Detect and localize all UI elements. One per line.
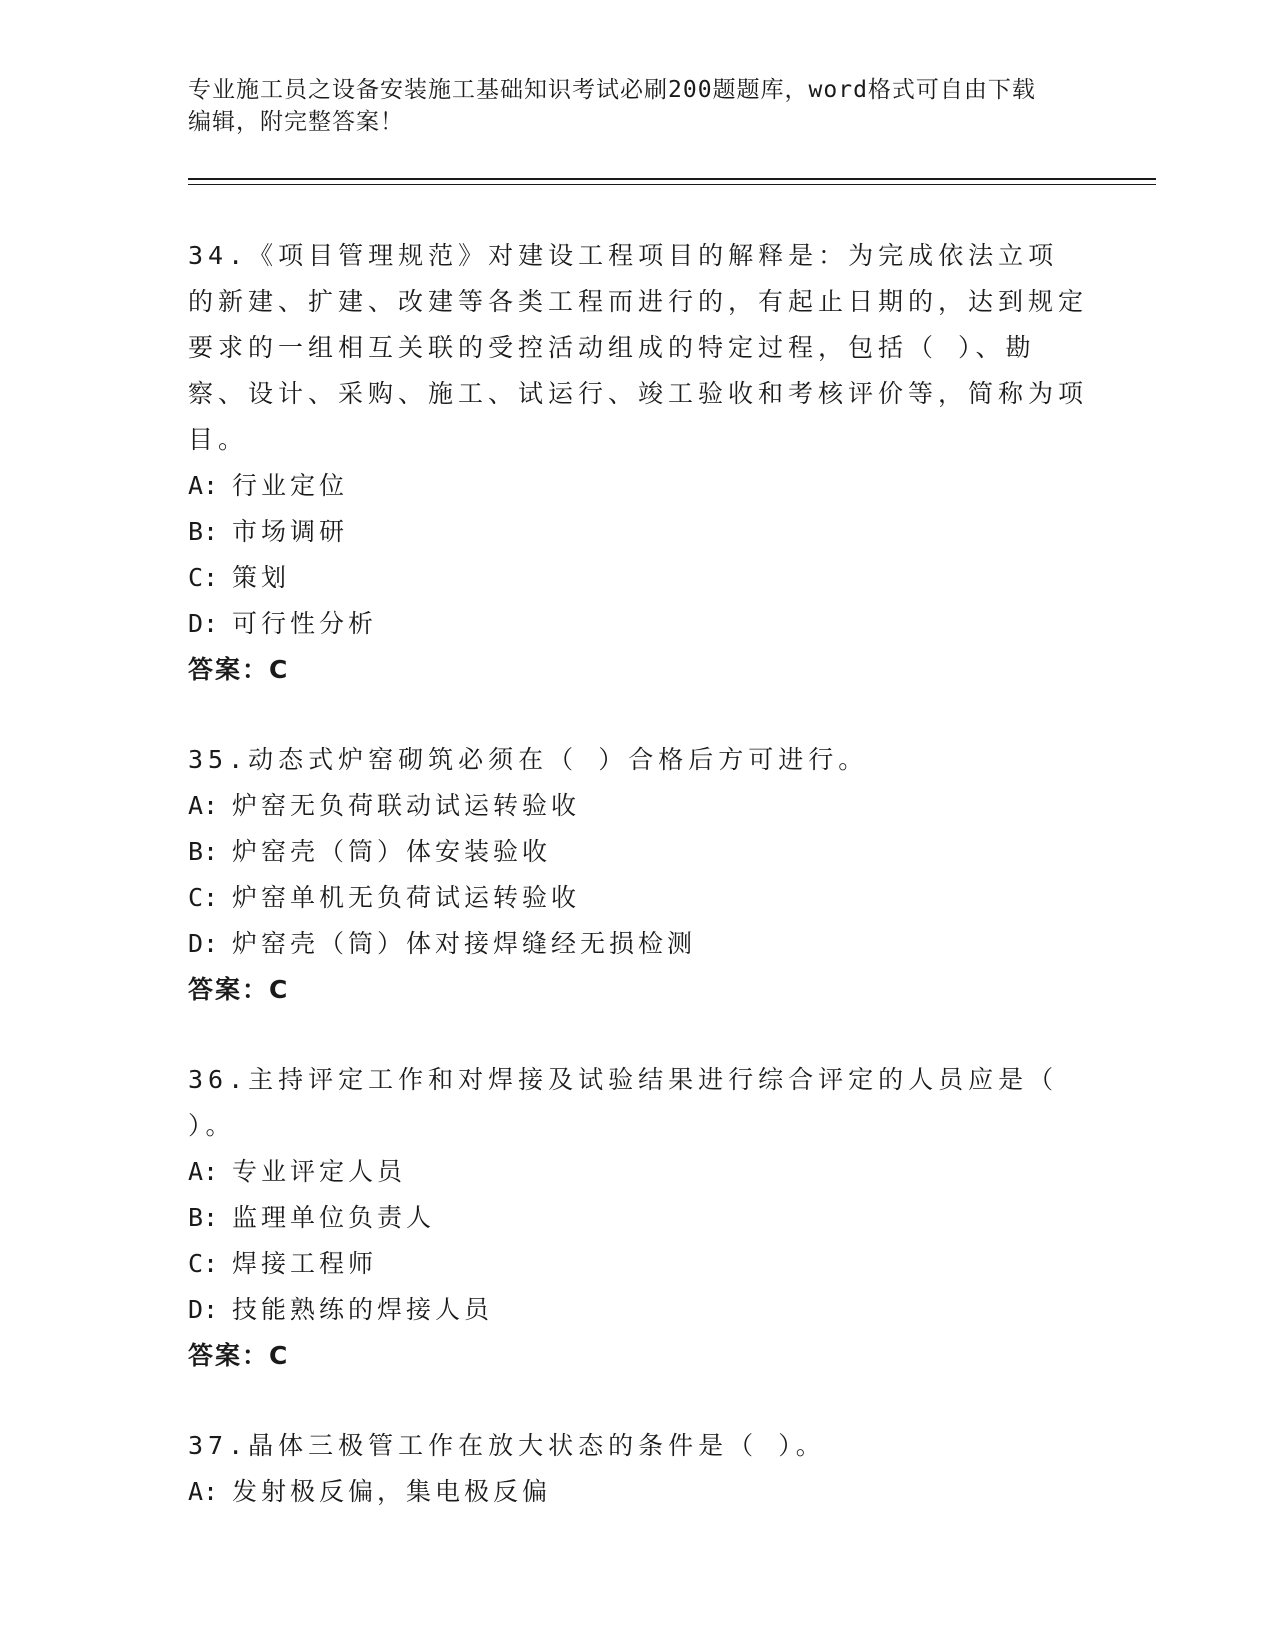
answer-value: C	[269, 655, 290, 684]
option-c	[188, 555, 1088, 601]
answer-line	[188, 647, 1088, 693]
document-header	[188, 74, 1088, 138]
option-c	[188, 875, 1088, 921]
answer-prefix: 答案：	[188, 975, 270, 1004]
option-d	[188, 921, 1088, 967]
option-letter: A:	[188, 471, 219, 500]
option-a	[188, 1149, 1088, 1195]
answer-value: C	[269, 975, 290, 1004]
answer-prefix: 答案：	[188, 655, 270, 684]
header-divider-top	[188, 178, 1156, 180]
question-35	[188, 737, 1088, 1013]
option-letter: B:	[188, 837, 219, 866]
header-title-line-1: 专业施工员之设备安装施工基础知识考试必刷200题题库，word格式可自由下载	[188, 77, 1036, 103]
option-b	[188, 509, 1088, 555]
option-letter: A:	[188, 1477, 219, 1506]
question-36	[188, 1057, 1088, 1379]
question-stem: 34.《项目管理规范》对建设工程项目的解释是：为完成依法立项的新建、扩建、改建等各类工程而进行的，有起止日期的，达到规定要求的一组相互关联的受控活动组成的特定过程，包括（ ）、勘察、设计、采购、施工、试运行、竣工验收和考核评价等，简称为项目。	[188, 241, 1089, 454]
option-b	[188, 829, 1088, 875]
answer-prefix: 答案：	[188, 1341, 270, 1370]
question-34	[188, 233, 1088, 693]
question-stem: 35.动态式炉窑砌筑必须在（ ）合格后方可进行。	[188, 745, 869, 774]
option-text: 专业评定人员	[232, 1157, 407, 1186]
option-letter: C:	[188, 563, 219, 592]
option-a	[188, 463, 1088, 509]
option-c	[188, 1241, 1088, 1287]
option-text: 监理单位负责人	[232, 1203, 436, 1232]
question-stem: 37.晶体三极管工作在放大状态的条件是（ ）。	[188, 1431, 826, 1460]
question-37	[188, 1423, 1088, 1515]
answer-line	[188, 967, 1088, 1013]
option-text: 炉窑无负荷联动试运转验收	[232, 791, 581, 820]
option-text: 行业定位	[232, 471, 349, 500]
option-letter: C:	[188, 1249, 219, 1278]
header-divider-bottom	[188, 184, 1156, 185]
option-text: 发射极反偏，集电极反偏	[232, 1477, 552, 1506]
option-text: 技能熟练的焊接人员	[232, 1295, 494, 1324]
option-letter: B:	[188, 517, 219, 546]
option-a	[188, 1469, 1088, 1515]
option-d	[188, 1287, 1088, 1333]
header-title-line-2: 编辑，附完整答案！	[188, 109, 404, 135]
answer-value: C	[269, 1341, 290, 1370]
option-letter: B:	[188, 1203, 219, 1232]
option-text: 炉窑单机无负荷试运转验收	[232, 883, 581, 912]
option-letter: C:	[188, 883, 219, 912]
answer-line	[188, 1333, 1088, 1379]
option-letter: D:	[188, 1295, 219, 1324]
option-text: 市场调研	[232, 517, 349, 546]
option-text: 可行性分析	[232, 609, 378, 638]
option-text: 炉窑壳（筒）体安装验收	[232, 837, 552, 866]
option-b	[188, 1195, 1088, 1241]
option-text: 策划	[232, 563, 291, 592]
option-text: 炉窑壳（筒）体对接焊缝经无损检测	[232, 929, 697, 958]
option-letter: A:	[188, 791, 219, 820]
option-letter: D:	[188, 929, 219, 958]
option-text: 焊接工程师	[232, 1249, 378, 1278]
option-letter: D:	[188, 609, 219, 638]
option-a	[188, 783, 1088, 829]
question-list	[188, 233, 1088, 1559]
option-letter: A:	[188, 1157, 219, 1186]
question-stem: 36.主持评定工作和对焊接及试验结果进行综合评定的人员应是（ ）。	[188, 1065, 1059, 1140]
option-d	[188, 601, 1088, 647]
